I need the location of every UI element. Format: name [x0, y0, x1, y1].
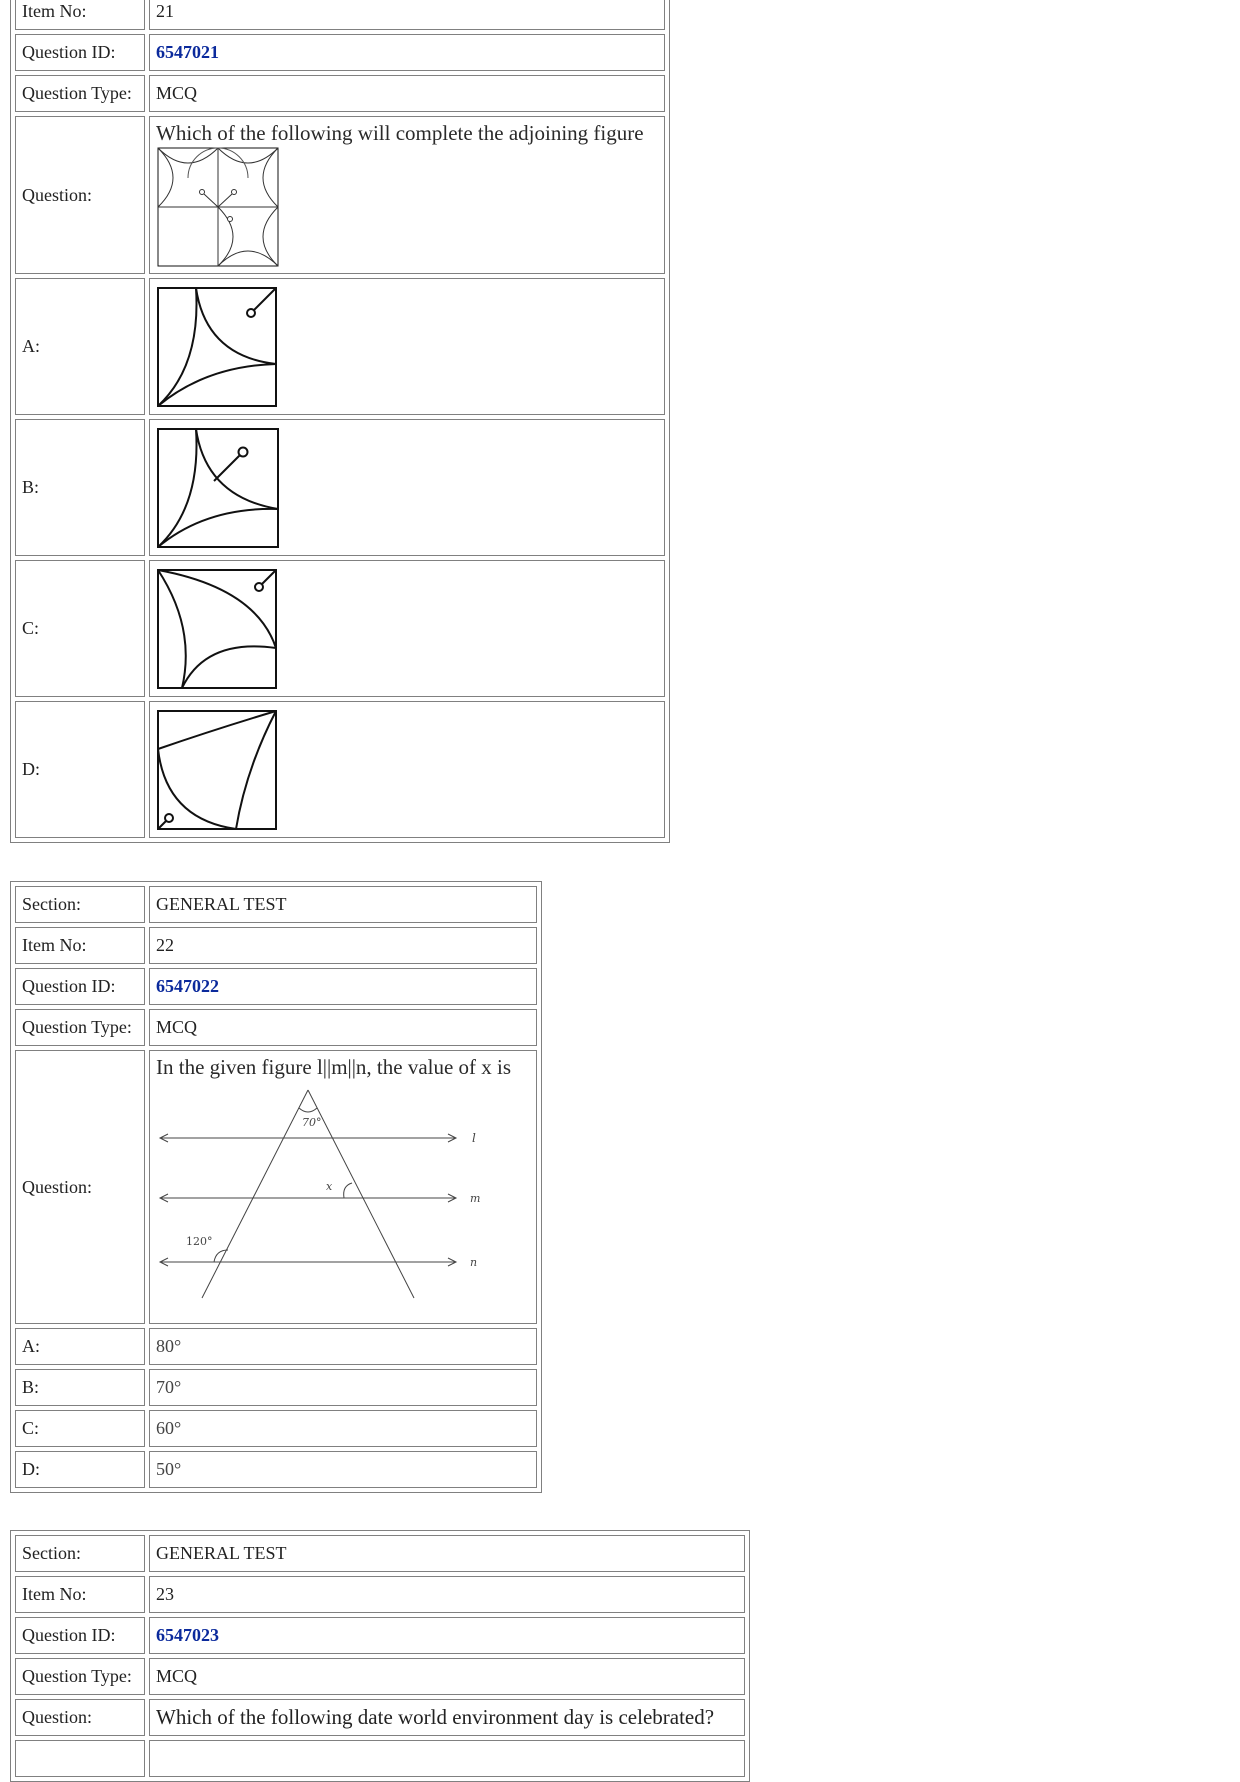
option-b-figure — [156, 427, 280, 549]
angle-70-label: 70° — [302, 1116, 322, 1129]
question-type-value: MCQ — [149, 1009, 537, 1046]
option-c-cell[interactable] — [149, 560, 665, 697]
option-b-label: B: — [15, 1369, 145, 1406]
question-type-label: Question Type: — [15, 75, 145, 112]
question-id-value: 6547021 — [149, 34, 665, 71]
option-c-label: C: — [15, 560, 145, 697]
question-type-value: MCQ — [149, 1658, 745, 1695]
item-no-value: 22 — [149, 927, 537, 964]
angle-x-label: x — [326, 1180, 333, 1193]
next-row-value — [149, 1740, 745, 1777]
question-card-21 — [10, 0, 670, 843]
question-id-label: Question ID: — [15, 1617, 145, 1654]
item-no-value: 21 — [149, 0, 665, 30]
option-b-cell[interactable] — [149, 419, 665, 556]
option-c-value[interactable]: 60° — [149, 1410, 537, 1447]
question-id-label: Question ID: — [15, 34, 145, 71]
option-d-label: D: — [15, 1451, 145, 1488]
item-no-label: Item No: — [15, 0, 145, 30]
question-type-label: Question Type: — [15, 1658, 145, 1695]
line-n-label: n — [470, 1256, 478, 1269]
section-label: Section: — [15, 886, 145, 923]
option-d-value[interactable]: 50° — [149, 1451, 537, 1488]
item-no-label: Item No: — [15, 1576, 145, 1613]
question-card-22 — [10, 881, 542, 1493]
next-row-label — [15, 1740, 145, 1777]
option-a-label: A: — [15, 278, 145, 415]
question-label: Question: — [15, 116, 145, 274]
question-label: Question: — [15, 1699, 145, 1736]
parallel-lines-figure — [156, 1080, 486, 1310]
option-d-figure — [156, 709, 278, 831]
question-label: Question: — [15, 1050, 145, 1324]
option-a-cell[interactable] — [149, 278, 665, 415]
option-b-label: B: — [15, 419, 145, 556]
item-no-value: 23 — [149, 1576, 745, 1613]
section-value: GENERAL TEST — [149, 1535, 745, 1572]
option-d-label: D: — [15, 701, 145, 838]
section-value: GENERAL TEST — [149, 886, 537, 923]
option-a-value[interactable]: 80° — [149, 1328, 537, 1365]
angle-120-label: 120° — [186, 1235, 213, 1248]
question-text: Which of the following will complete the adjoining figure — [156, 121, 644, 145]
question-cell — [149, 116, 665, 274]
item-no-label: Item No: — [15, 927, 145, 964]
option-d-cell[interactable] — [149, 701, 665, 838]
option-c-figure — [156, 568, 278, 690]
question-card-23 — [10, 1530, 750, 1782]
question-text: Which of the following date world environment day is celebrated? — [149, 1699, 745, 1736]
line-m-label: m — [470, 1192, 481, 1205]
question-id-label: Question ID: — [15, 968, 145, 1005]
option-a-label: A: — [15, 1328, 145, 1365]
question-id-value: 6547023 — [149, 1617, 745, 1654]
line-l-label: l — [472, 1131, 476, 1145]
question-id-value: 6547022 — [149, 968, 537, 1005]
question-text: In the given figure l||m||n, the value of x is — [156, 1055, 512, 1079]
question-figure — [156, 146, 280, 268]
option-c-label: C: — [15, 1410, 145, 1447]
section-label: Section: — [15, 1535, 145, 1572]
question-type-label: Question Type: — [15, 1009, 145, 1046]
question-type-value: MCQ — [149, 75, 665, 112]
option-a-figure — [156, 286, 278, 408]
question-cell — [149, 1050, 537, 1324]
option-b-value[interactable]: 70° — [149, 1369, 537, 1406]
